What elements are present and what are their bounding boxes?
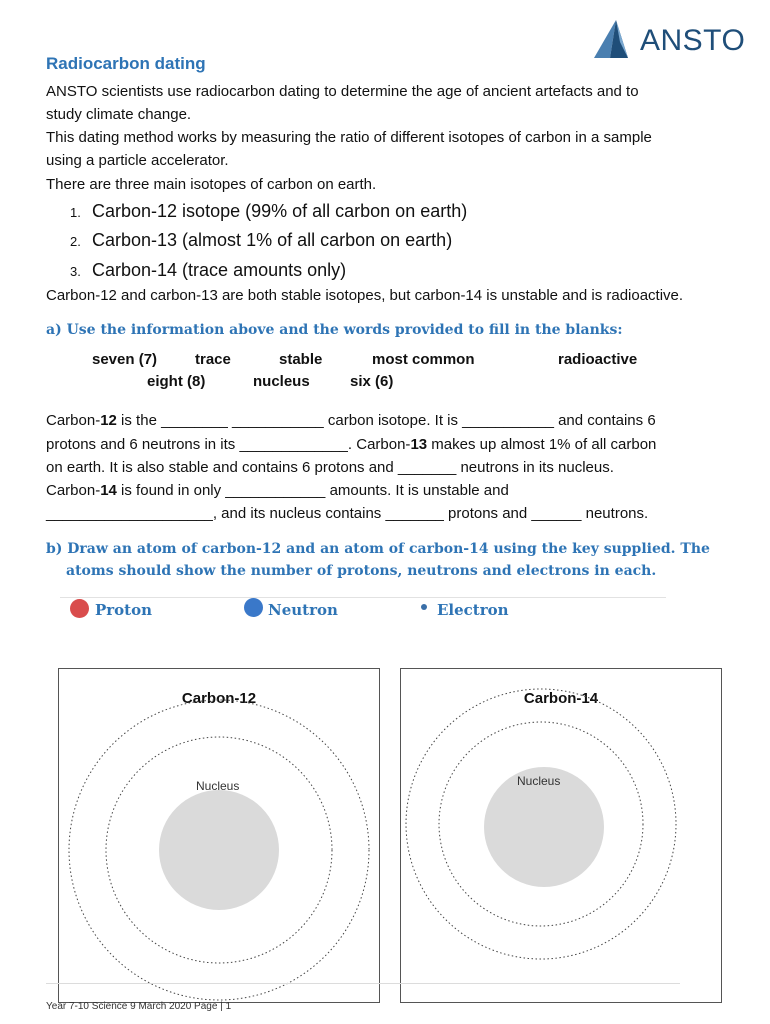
question-a-heading: a) Use the information above and the words provided to fill in the blanks: [46, 322, 623, 338]
question-b-heading-line-2: atoms should show the number of protons, neutrons and electrons in each. [66, 563, 657, 579]
list-number: 2. [70, 234, 81, 249]
stability-note: Carbon-12 and carbon-13 are both stable isotopes, but carbon-14 is unstable and is radioactive. [46, 287, 684, 304]
intro-line-4: using a particle accelerator. [46, 152, 229, 169]
page-title: Radiocarbon dating [46, 54, 206, 73]
fill-blank-line-5: ____________________, and its nucleus contains _______ protons and ______ neutrons. [46, 505, 649, 522]
proton-icon [70, 599, 89, 618]
isotope-list-item [70, 230, 452, 251]
list-text: Carbon-13 (almost 1% of all carbon on earth) [92, 230, 453, 250]
word-bank-item: nucleus [253, 373, 310, 390]
intro-line-2: study climate change. [46, 106, 192, 123]
page-footer: Year 7-10 Science 9 March 2020 Page | 1 [46, 1001, 232, 1012]
word-bank-item: trace [195, 351, 231, 368]
intro-line-5: There are three main isotopes of carbon on earth. [46, 176, 377, 193]
key-top-rule [60, 597, 666, 598]
ansto-logo [590, 18, 750, 62]
atom-title: Carbon-14 [523, 690, 599, 707]
isotope-list-item [70, 201, 467, 222]
fill-blank-line-2: protons and 6 neutrons in its _____________. Carbon-13 makes up almost 1% of all carbon [46, 436, 657, 453]
word-bank-item: radioactive [558, 351, 638, 368]
carbon-12-drawing-box[interactable] [58, 668, 380, 1003]
atom-title: Carbon-12 [181, 690, 257, 707]
isotope-list-item [70, 260, 346, 281]
nucleus-label: Nucleus [517, 774, 561, 788]
word-bank-item: seven (7) [92, 351, 158, 368]
neutron-icon [244, 598, 263, 617]
key-neutron-label: Neutron [268, 601, 338, 619]
nucleus-circle [159, 790, 279, 910]
word-bank-item: six (6) [350, 373, 394, 390]
list-number: 3. [70, 264, 81, 279]
list-text: Carbon-14 (trace amounts only) [92, 260, 347, 280]
carbon-14-drawing-box[interactable] [400, 668, 722, 1003]
word-bank-item: most common [372, 351, 475, 368]
carbon-12-atom-diagram [59, 669, 379, 1002]
electron-icon [421, 604, 427, 610]
word-bank-item: stable [279, 351, 323, 368]
carbon-14-atom-diagram [401, 669, 721, 1002]
intro-line-3: This dating method works by measuring the ratio of different isotopes of carbon in a sample [46, 129, 652, 146]
footer-rule [46, 983, 680, 984]
intro-line-1: ANSTO scientists use radiocarbon dating to determine the age of ancient artefacts and to [46, 83, 639, 100]
fill-blank-line-1: Carbon-12 is the ________ ___________ carbon isotope. It is ___________ and contains 6 [46, 412, 656, 429]
list-text: Carbon-12 isotope (99% of all carbon on earth) [92, 201, 468, 221]
key-electron-label: Electron [437, 601, 509, 619]
key-proton-label: Proton [95, 601, 153, 619]
ansto-logo-icon [590, 18, 638, 62]
nucleus-label: Nucleus [196, 779, 240, 793]
fill-blank-line-4: Carbon-14 is found in only ____________ amounts. It is unstable and [46, 482, 509, 499]
question-b-heading-line-1: b) Draw an atom of carbon-12 and an atom of carbon-14 using the key supplied. The [46, 541, 710, 557]
fill-blank-line-3: on earth. It is also stable and contains 6 protons and _______ neutrons in its nucleus. [46, 459, 614, 476]
word-bank-item: eight (8) [147, 373, 206, 390]
list-number: 1. [70, 205, 81, 220]
ansto-logo-text: ANSTO [640, 24, 746, 57]
